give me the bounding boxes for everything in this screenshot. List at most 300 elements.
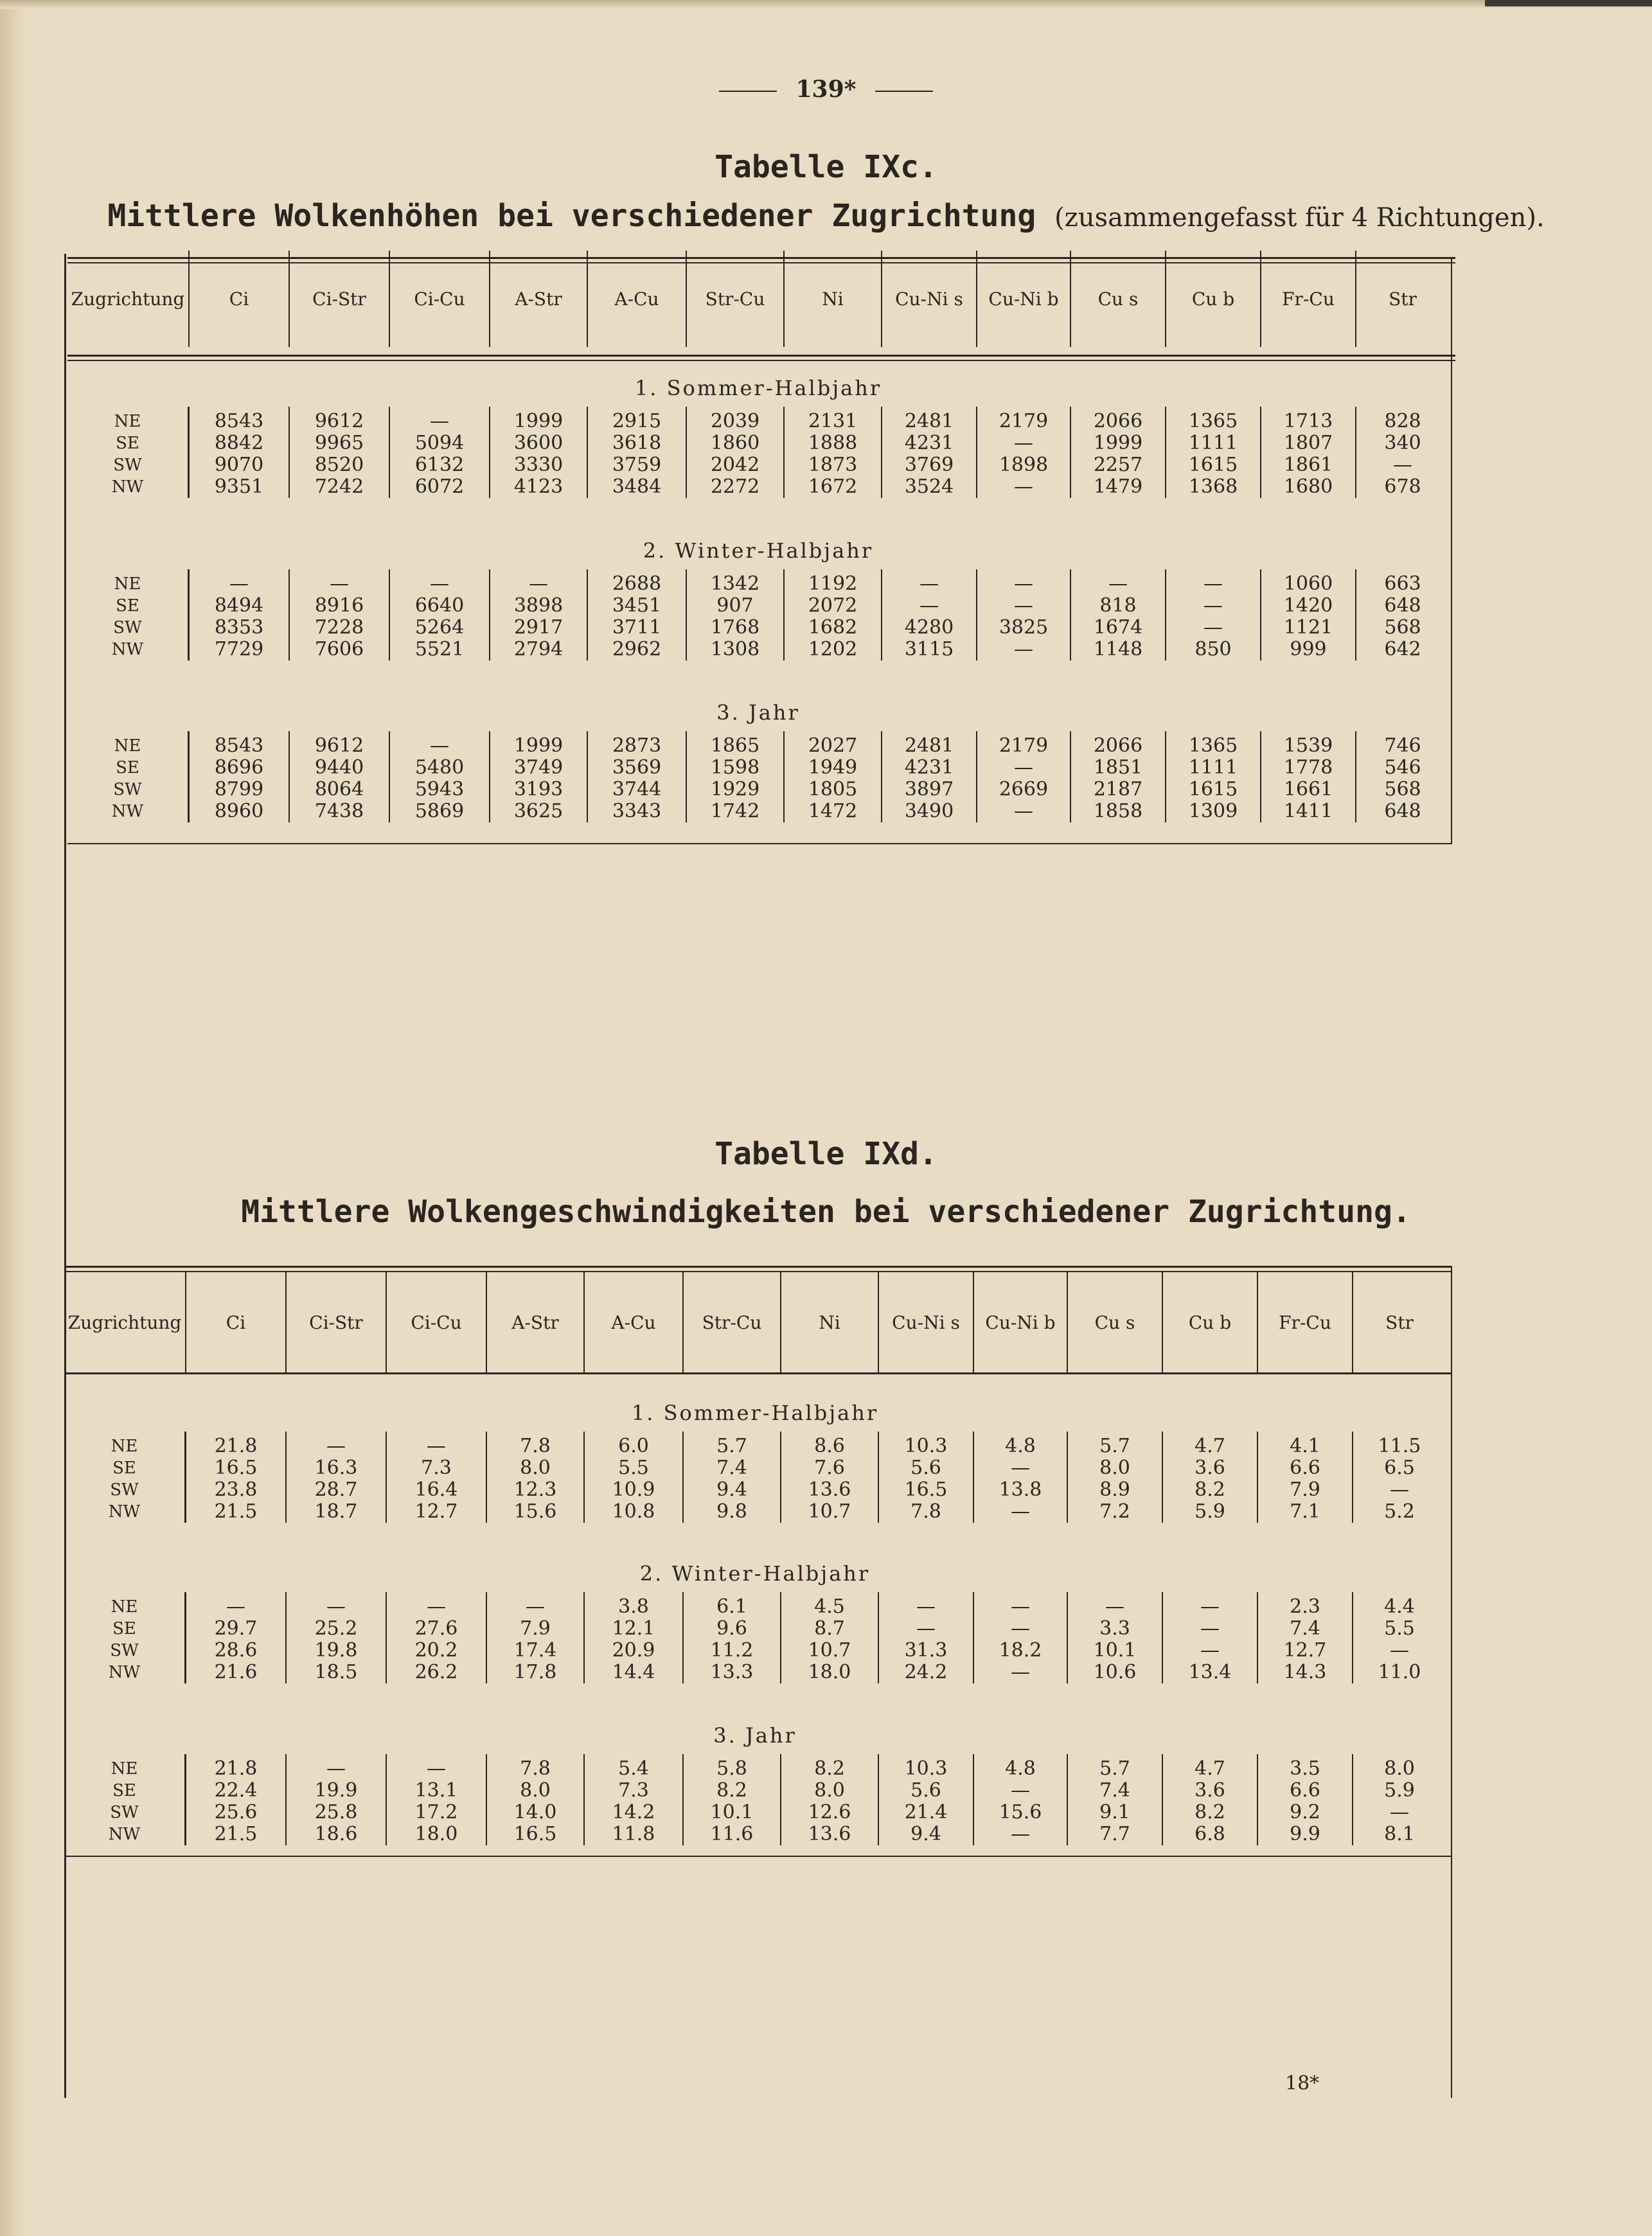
data-column	[290, 407, 390, 498]
direction-label: NE	[111, 1597, 138, 1617]
table-cell: 18.6	[314, 1823, 358, 1845]
direction-label: NW	[111, 640, 144, 659]
table-d-right-rule	[1451, 1266, 1452, 2098]
data-column	[1353, 1754, 1446, 1845]
table-cell: —	[1200, 1617, 1220, 1640]
table-cell: 9070	[214, 454, 264, 476]
data-column	[1356, 731, 1449, 822]
table-cell: 1121	[1283, 616, 1333, 639]
table-cell: 9965	[314, 432, 364, 454]
table-cell: 1148	[1093, 638, 1143, 661]
section-rows	[67, 569, 1449, 661]
data-column	[687, 569, 785, 661]
table-cell: 1111	[1188, 432, 1238, 454]
column-header: Cu-Ni s	[879, 1272, 974, 1372]
table-cell: 8.2	[716, 1779, 747, 1802]
data-column	[1166, 569, 1261, 661]
data-column	[1163, 1432, 1258, 1523]
data-column	[588, 731, 687, 822]
direction-label: NE	[111, 1437, 138, 1456]
table-cell: 10.7	[808, 1500, 851, 1523]
table-cell: 9351	[214, 475, 264, 498]
table-cell: 1898	[999, 454, 1049, 476]
column-header: Ci	[190, 251, 290, 347]
direction-label: NE	[114, 574, 141, 594]
table-cell: 7.4	[1099, 1779, 1130, 1802]
table-cell: 2962	[612, 638, 662, 661]
table-cell: 1858	[1093, 800, 1143, 822]
page-number-text: 139*	[795, 76, 857, 103]
table-cell: 3625	[513, 800, 564, 822]
table-cell: —	[1014, 572, 1033, 595]
table-cell: 4123	[513, 475, 564, 498]
table-cell: 907	[716, 594, 754, 617]
direction-label: SW	[110, 1641, 139, 1660]
data-column	[882, 407, 977, 498]
table-cell: 25.8	[314, 1801, 358, 1823]
table-cell: 7228	[314, 616, 364, 639]
table-cell: —	[1011, 1661, 1030, 1683]
table-cell: 13.1	[414, 1779, 458, 1802]
data-column	[1163, 1754, 1258, 1845]
table-cell: 5.7	[1099, 1757, 1130, 1780]
table-cell: 1860	[710, 432, 760, 454]
table-cell: 3.8	[618, 1595, 649, 1618]
table-cell: —	[1014, 638, 1033, 661]
table-cell: 4.8	[1005, 1435, 1036, 1457]
table-cell: 21.6	[214, 1661, 258, 1683]
table-cell: 3524	[904, 475, 954, 498]
table-cell: 7.4	[1290, 1617, 1320, 1640]
table-cell: 13.6	[808, 1478, 851, 1501]
column-header: Str	[1389, 288, 1417, 310]
column-header: Cu b	[1166, 251, 1261, 347]
table-cell: 7.3	[421, 1457, 452, 1479]
column-header: Cu s	[1071, 251, 1166, 347]
table-cell: 7.8	[520, 1757, 551, 1780]
table-cell: 31.3	[904, 1639, 948, 1662]
data-column	[1068, 1754, 1163, 1845]
column-header: Ni	[785, 251, 882, 347]
table-cell: —	[1203, 616, 1223, 639]
direction-labels	[67, 569, 190, 661]
data-column	[879, 1754, 974, 1845]
data-column	[882, 569, 977, 661]
table-cell: 9.6	[716, 1617, 747, 1640]
table-cell: 546	[1384, 756, 1421, 779]
table-cell: —	[330, 572, 349, 595]
data-column	[490, 569, 588, 661]
data-column	[290, 569, 390, 661]
table-cell: 5.9	[1195, 1500, 1225, 1523]
table-cell: 4.4	[1384, 1595, 1415, 1618]
table-cell: 9612	[314, 410, 364, 432]
table-cell: 3897	[904, 778, 954, 801]
table-cell: 8520	[314, 454, 364, 476]
table-cell: —	[1390, 1478, 1409, 1501]
direction-label: SW	[113, 456, 142, 475]
direction-label: SE	[112, 1781, 136, 1800]
table-cell: 13.6	[808, 1823, 851, 1845]
table-cell: —	[1014, 594, 1033, 617]
table-cell: 1472	[808, 800, 858, 822]
table-c-header-rule-2	[67, 360, 1455, 361]
column-header: A-Cu	[588, 251, 687, 347]
table-cell: 16.3	[314, 1457, 358, 1479]
table-cell: 5.6	[910, 1779, 941, 1802]
table-cell: 14.4	[612, 1661, 655, 1683]
table-cell: 9440	[314, 756, 364, 779]
section-rows	[64, 1432, 1446, 1523]
data-column	[1261, 569, 1356, 661]
data-column	[684, 1754, 781, 1845]
direction-label: NW	[111, 477, 144, 497]
column-header: Str-Cu	[687, 251, 785, 347]
table-cell: 6.6	[1290, 1457, 1320, 1479]
table-cell: 8.9	[1099, 1478, 1130, 1501]
data-column	[781, 1754, 879, 1845]
table-cell: 5.7	[1099, 1435, 1130, 1457]
table-cell: 17.4	[513, 1639, 557, 1662]
table-cell: 663	[1384, 572, 1421, 595]
direction-labels	[64, 1754, 186, 1845]
data-column	[785, 731, 882, 822]
data-column	[1068, 1432, 1163, 1523]
column-header: A-Str	[490, 251, 588, 347]
table-cell: —	[1014, 800, 1033, 822]
table-cell: 12.1	[612, 1617, 655, 1640]
data-column	[1258, 1754, 1353, 1845]
table-cell: 2066	[1093, 410, 1143, 432]
table-cell: 7.2	[1099, 1500, 1130, 1523]
data-column	[190, 731, 290, 822]
direction-label: NE	[114, 412, 141, 431]
table-cell: —	[919, 572, 939, 595]
table-c-title: Tabelle IXc.	[715, 149, 937, 185]
table-cell: 26.2	[414, 1661, 458, 1683]
table-cell: 10.3	[904, 1435, 948, 1457]
table-cell: 13.3	[710, 1661, 754, 1683]
table-cell: 1615	[1188, 778, 1238, 801]
table-cell: 2794	[513, 638, 564, 661]
direction-label: SW	[110, 1803, 139, 1822]
table-cell: 9.9	[1290, 1823, 1320, 1845]
table-cell: 10.3	[904, 1757, 948, 1780]
table-cell: —	[427, 1757, 446, 1780]
data-column	[186, 1432, 287, 1523]
data-column	[974, 1592, 1068, 1683]
table-cell: 4280	[904, 616, 954, 639]
table-cell: 2669	[999, 778, 1049, 801]
table-cell: 12.7	[414, 1500, 458, 1523]
book-cover-edge	[1485, 0, 1652, 6]
data-column	[387, 1432, 487, 1523]
table-c-header-rule	[67, 355, 1455, 357]
table-cell: 642	[1384, 638, 1421, 661]
column-header: Zugrichtung	[67, 251, 190, 347]
table-cell: 21.5	[214, 1823, 258, 1845]
direction-label: SE	[112, 1619, 136, 1638]
table-cell: 2131	[808, 410, 858, 432]
section-rows	[64, 1754, 1446, 1845]
column-header: Zugrichtung	[64, 1272, 186, 1372]
table-cell: 8.2	[814, 1757, 845, 1780]
column-header: A-Cu	[585, 1272, 684, 1372]
data-column	[1166, 731, 1261, 822]
table-cell: —	[1203, 594, 1223, 617]
table-cell: 1929	[710, 778, 760, 801]
table-cell: 8.0	[814, 1779, 845, 1802]
table-cell: 10.1	[1093, 1639, 1137, 1662]
table-cell: 2272	[710, 475, 760, 498]
table-cell: —	[326, 1435, 346, 1457]
table-cell: 16.5	[513, 1823, 557, 1845]
table-cell: 18.0	[808, 1661, 851, 1683]
table-cell: 10.8	[612, 1500, 655, 1523]
table-cell: 1778	[1283, 756, 1333, 779]
section-rows	[67, 407, 1449, 498]
column-header: Ci-Cu	[387, 1272, 487, 1372]
column-header: A-Str	[487, 1272, 585, 1372]
table-cell: 2688	[612, 572, 662, 595]
table-d-header-rule	[64, 1372, 1451, 1374]
table-cell: 18.0	[414, 1823, 458, 1845]
table-cell: 1949	[808, 756, 858, 779]
table-cell: 746	[1384, 734, 1421, 757]
table-cell: 21.4	[904, 1801, 948, 1823]
table-cell: 3569	[612, 756, 662, 779]
table-cell: —	[1011, 1779, 1030, 1802]
data-column	[687, 731, 785, 822]
table-cell: 1368	[1188, 475, 1238, 498]
table-cell: 25.2	[314, 1617, 358, 1640]
table-cell: —	[229, 572, 249, 595]
table-cell: 3744	[612, 778, 662, 801]
table-cell: 6640	[414, 594, 465, 617]
table-cell: 4.7	[1195, 1435, 1225, 1457]
table-cell: 8.6	[814, 1435, 845, 1457]
table-cell: 5.5	[618, 1457, 649, 1479]
data-column	[585, 1432, 684, 1523]
table-cell: 1420	[1283, 594, 1333, 617]
table-cell: 9.1	[1099, 1801, 1130, 1823]
table-cell: 5.7	[716, 1435, 747, 1457]
table-cell: 2915	[612, 410, 662, 432]
table-cell: 4.1	[1290, 1435, 1320, 1457]
table-cell: 9.4	[716, 1478, 747, 1501]
table-cell: 9.8	[716, 1500, 747, 1523]
column-header: Cu s	[1068, 1272, 1163, 1372]
column-header: Cu b	[1163, 1272, 1258, 1372]
table-cell: —	[430, 572, 449, 595]
data-column	[1356, 407, 1449, 498]
data-column	[1353, 1432, 1446, 1523]
table-cell: —	[430, 734, 449, 757]
table-cell: 5943	[414, 778, 465, 801]
table-cell: 7.6	[814, 1457, 845, 1479]
table-cell: 2873	[612, 734, 662, 757]
table-cell: 6.5	[1384, 1457, 1415, 1479]
table-cell: 25.6	[214, 1801, 258, 1823]
direction-label: NE	[111, 1759, 138, 1779]
table-cell: 5.2	[1384, 1500, 1415, 1523]
table-cell: —	[1014, 432, 1033, 454]
footer-sheet-number: 18*	[1285, 2072, 1320, 2095]
table-cell: 3600	[513, 432, 564, 454]
direction-labels	[67, 731, 190, 822]
table-cell: 8960	[214, 800, 264, 822]
table-cell: 13.4	[1188, 1661, 1232, 1683]
data-column	[785, 407, 882, 498]
table-cell: 568	[1384, 616, 1421, 639]
table-cell: 8.1	[1384, 1823, 1415, 1845]
table-cell: 1873	[808, 454, 858, 476]
table-cell: 7.8	[520, 1435, 551, 1457]
table-cell: 828	[1384, 410, 1421, 432]
data-column	[781, 1592, 879, 1683]
data-column	[287, 1592, 387, 1683]
table-cell: 2042	[710, 454, 760, 476]
table-cell: 1999	[513, 734, 564, 757]
data-column	[588, 569, 687, 661]
table-cell: 9.4	[910, 1823, 941, 1845]
data-column	[1071, 407, 1166, 498]
table-cell: —	[916, 1617, 936, 1640]
data-column	[1163, 1592, 1258, 1683]
table-cell: 3.3	[1099, 1617, 1130, 1640]
table-cell: 1672	[808, 475, 858, 498]
table-cell: 2917	[513, 616, 564, 639]
table-cell: —	[1200, 1595, 1220, 1618]
table-d-subtitle: Mittlere Wolkengeschwindigkeiten bei verschiedener Zugrichtung.	[241, 1194, 1411, 1230]
table-cell: 16.5	[904, 1478, 948, 1501]
table-cell: —	[1393, 454, 1412, 476]
table-cell: 19.8	[314, 1639, 358, 1662]
table-cell: 7438	[314, 800, 364, 822]
table-cell: —	[226, 1595, 245, 1618]
table-cell: 8.0	[520, 1779, 551, 1802]
data-column	[387, 1592, 487, 1683]
table-cell: 7.1	[1290, 1500, 1320, 1523]
table-cell: 20.9	[612, 1639, 655, 1662]
table-cell: 999	[1290, 638, 1327, 661]
direction-label: SE	[112, 1459, 136, 1478]
table-cell: 3759	[612, 454, 662, 476]
data-column	[977, 407, 1071, 498]
column-header: Cu-Ni s	[882, 251, 977, 347]
table-cell: 21.5	[214, 1500, 258, 1523]
table-cell: 3193	[513, 778, 564, 801]
table-cell: 2027	[808, 734, 858, 757]
table-cell: 1060	[1283, 572, 1333, 595]
table-cell: 8.2	[1195, 1801, 1225, 1823]
table-cell: —	[1108, 572, 1128, 595]
table-cell: 1539	[1283, 734, 1333, 757]
data-column	[974, 1432, 1068, 1523]
table-cell: —	[427, 1435, 446, 1457]
table-cell: 4.5	[814, 1595, 845, 1618]
section-title: 2. Winter-Halbjahr	[639, 1561, 871, 1586]
table-cell: 8353	[214, 616, 264, 639]
data-column	[1068, 1592, 1163, 1683]
table-cell: 1851	[1093, 756, 1143, 779]
table-cell: 1111	[1188, 756, 1238, 779]
data-column	[490, 407, 588, 498]
table-cell: 1411	[1283, 800, 1333, 822]
table-cell: —	[427, 1595, 446, 1618]
direction-label: NW	[108, 1502, 141, 1522]
table-cell: 6072	[414, 475, 465, 498]
page-top-edge	[0, 0, 1652, 9]
table-cell: 7.9	[520, 1617, 551, 1640]
table-cell: 11.0	[1378, 1661, 1421, 1683]
table-cell: 3618	[612, 432, 662, 454]
table-cell: 17.2	[414, 1801, 458, 1823]
table-cell: 1805	[808, 778, 858, 801]
data-column	[1258, 1432, 1353, 1523]
table-cell: 1192	[808, 572, 858, 595]
table-cell: 14.3	[1283, 1661, 1327, 1683]
data-column	[186, 1754, 287, 1845]
table-d-bottom-rule	[64, 1856, 1451, 1857]
table-cell: 2066	[1093, 734, 1143, 757]
data-column	[387, 1754, 487, 1845]
table-cell: 18.5	[314, 1661, 358, 1683]
data-column	[684, 1432, 781, 1523]
table-cell: 11.6	[710, 1823, 754, 1845]
section-rows	[64, 1592, 1446, 1683]
data-column	[287, 1432, 387, 1523]
section-title: 3. Jahr	[713, 1723, 797, 1748]
data-column	[487, 1592, 585, 1683]
table-cell: 3.6	[1195, 1779, 1225, 1802]
table-cell: 4.8	[1005, 1757, 1036, 1780]
table-cell: 7.7	[1099, 1823, 1130, 1845]
table-cell: 20.2	[414, 1639, 458, 1662]
table-cell: 4231	[904, 756, 954, 779]
table-cell: 2257	[1093, 454, 1143, 476]
table-cell: 17.8	[513, 1661, 557, 1683]
data-column	[290, 731, 390, 822]
table-cell: 648	[1384, 594, 1421, 617]
table-cell: 7729	[214, 638, 264, 661]
direction-labels	[64, 1592, 186, 1683]
table-cell: —	[916, 1595, 936, 1618]
data-column	[390, 407, 490, 498]
table-cell: 7242	[314, 475, 364, 498]
data-column	[186, 1592, 287, 1683]
table-cell: 8064	[314, 778, 364, 801]
table-cell: 3711	[612, 616, 662, 639]
table-c-header	[67, 251, 1449, 347]
data-column	[390, 569, 490, 661]
column-header: Ci-Str	[290, 251, 390, 347]
column-header: Cu-Ni b	[974, 1272, 1068, 1372]
table-c-bottom-rule	[67, 843, 1452, 844]
table-cell: —	[1014, 756, 1033, 779]
table-cell: 4.7	[1195, 1757, 1225, 1780]
table-cell: —	[1014, 475, 1033, 498]
table-cell: 7.3	[618, 1779, 649, 1802]
table-cell: 8.2	[1195, 1478, 1225, 1501]
data-column	[1166, 407, 1261, 498]
table-cell: 6.1	[716, 1595, 747, 1618]
section-rows	[67, 731, 1449, 822]
data-column	[684, 1592, 781, 1683]
table-cell: 8916	[314, 594, 364, 617]
table-cell: 5.4	[618, 1757, 649, 1780]
table-cell: 3.5	[1290, 1757, 1320, 1780]
